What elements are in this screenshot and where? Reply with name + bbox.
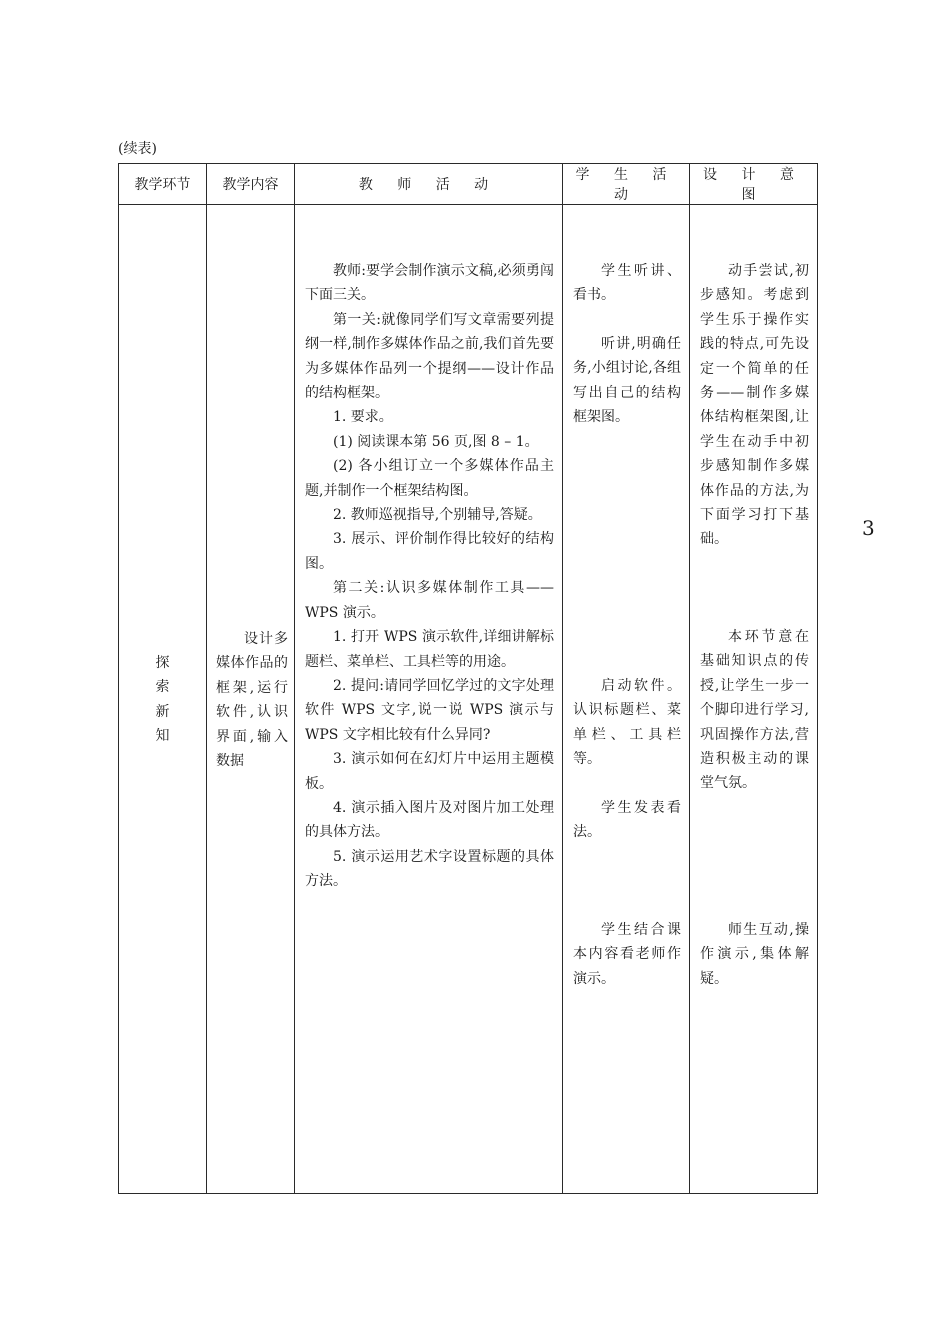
- design-para: 动手尝试,初步感知。考虑到学生乐于操作实践的特点,可先设定一个简单的任务——制作多媒体结构框架图,让学生在动手中初步感知制作多媒体作品的方法,为下面学习打下基础。: [700, 263, 809, 548]
- student-para: 启动软件。认识标题栏、菜单栏、工具栏等。: [573, 678, 681, 768]
- design-para: 本环节意在基础知识点的传授,让学生一步一个脚印进行学习,巩固操作方法,营造积极主动的课堂气氛。: [700, 629, 809, 792]
- stage-char: 索: [155, 679, 170, 696]
- header-student: 学 生 活 动: [563, 164, 690, 205]
- stage-cell: [119, 205, 207, 1194]
- teacher-para: 第一关:就像同学们写文章需要列提纲一样,制作多媒体作品之前,我们首先要为多媒体作品列一个提纲——设计作品的结构框架。: [305, 311, 554, 402]
- content-cell: [207, 205, 295, 1194]
- teacher-para: 第二关:认识多媒体制作工具——WPS 演示。: [305, 580, 554, 621]
- content-text: 设计多媒体作品的框架,运行软件,认识界面,输入数据: [216, 631, 288, 770]
- teacher-para: 4. 演示插入图片及对图片加工处理的具体方法。: [305, 799, 554, 841]
- teacher-para: (2) 各小组订立一个多媒体作品主题,并制作一个框架结构图。: [305, 458, 554, 499]
- teacher-para: 3. 展示、评价制作得比较好的结构图。: [305, 531, 554, 572]
- header-content: 教学内容: [207, 164, 295, 205]
- header-teacher: 教 师 活 动: [295, 164, 563, 205]
- page-number: 3: [862, 516, 875, 540]
- lesson-plan-table: [118, 163, 818, 1194]
- teacher-para: (1) 阅读课本第 56 页,图 8 – 1。: [333, 433, 539, 450]
- stage-char: 知: [155, 728, 170, 745]
- student-para: 学生发表看法。: [573, 800, 681, 841]
- table-row: [119, 205, 818, 1194]
- teacher-para: 3. 演示如何在幻灯片中运用主题模板。: [305, 751, 554, 792]
- student-para: 听讲,明确任务,小组讨论,各组写出自己的结构框架图。: [573, 336, 681, 426]
- student-para: 学生听讲、看书。: [573, 263, 681, 304]
- table-header-row: [119, 164, 818, 205]
- design-cell: [690, 205, 818, 1194]
- stage-char: 探: [155, 655, 170, 671]
- teacher-para: 1. 打开 WPS 演示软件,详细讲解标题栏、菜单栏、工具栏等的用途。: [305, 629, 554, 670]
- stage-char: 新: [155, 703, 170, 720]
- header-stage: 教学环节: [119, 164, 207, 205]
- design-para: 师生互动,操作演示,集体解疑。: [700, 922, 809, 987]
- teacher-cell: [295, 205, 563, 1194]
- continuation-label: (续表): [118, 141, 157, 157]
- teacher-para: 1. 要求。: [333, 409, 393, 426]
- student-cell: [563, 205, 690, 1194]
- student-para: 学生结合课本内容看老师作演示。: [573, 922, 681, 987]
- teacher-para: 2. 提问:请同学回忆学过的文字处理软件 WPS 文字,说一说 WPS 演示与 WPS 文字相比较有什么异同?: [305, 677, 554, 743]
- teacher-para: 2. 教师巡视指导,个别辅导,答疑。: [333, 507, 542, 524]
- header-design: 设 计 意 图: [690, 164, 818, 205]
- teacher-para: 5. 演示运用艺术字设置标题的具体方法。: [305, 848, 554, 890]
- teacher-para: 教师:要学会制作演示文稿,必须勇闯下面三关。: [305, 263, 554, 304]
